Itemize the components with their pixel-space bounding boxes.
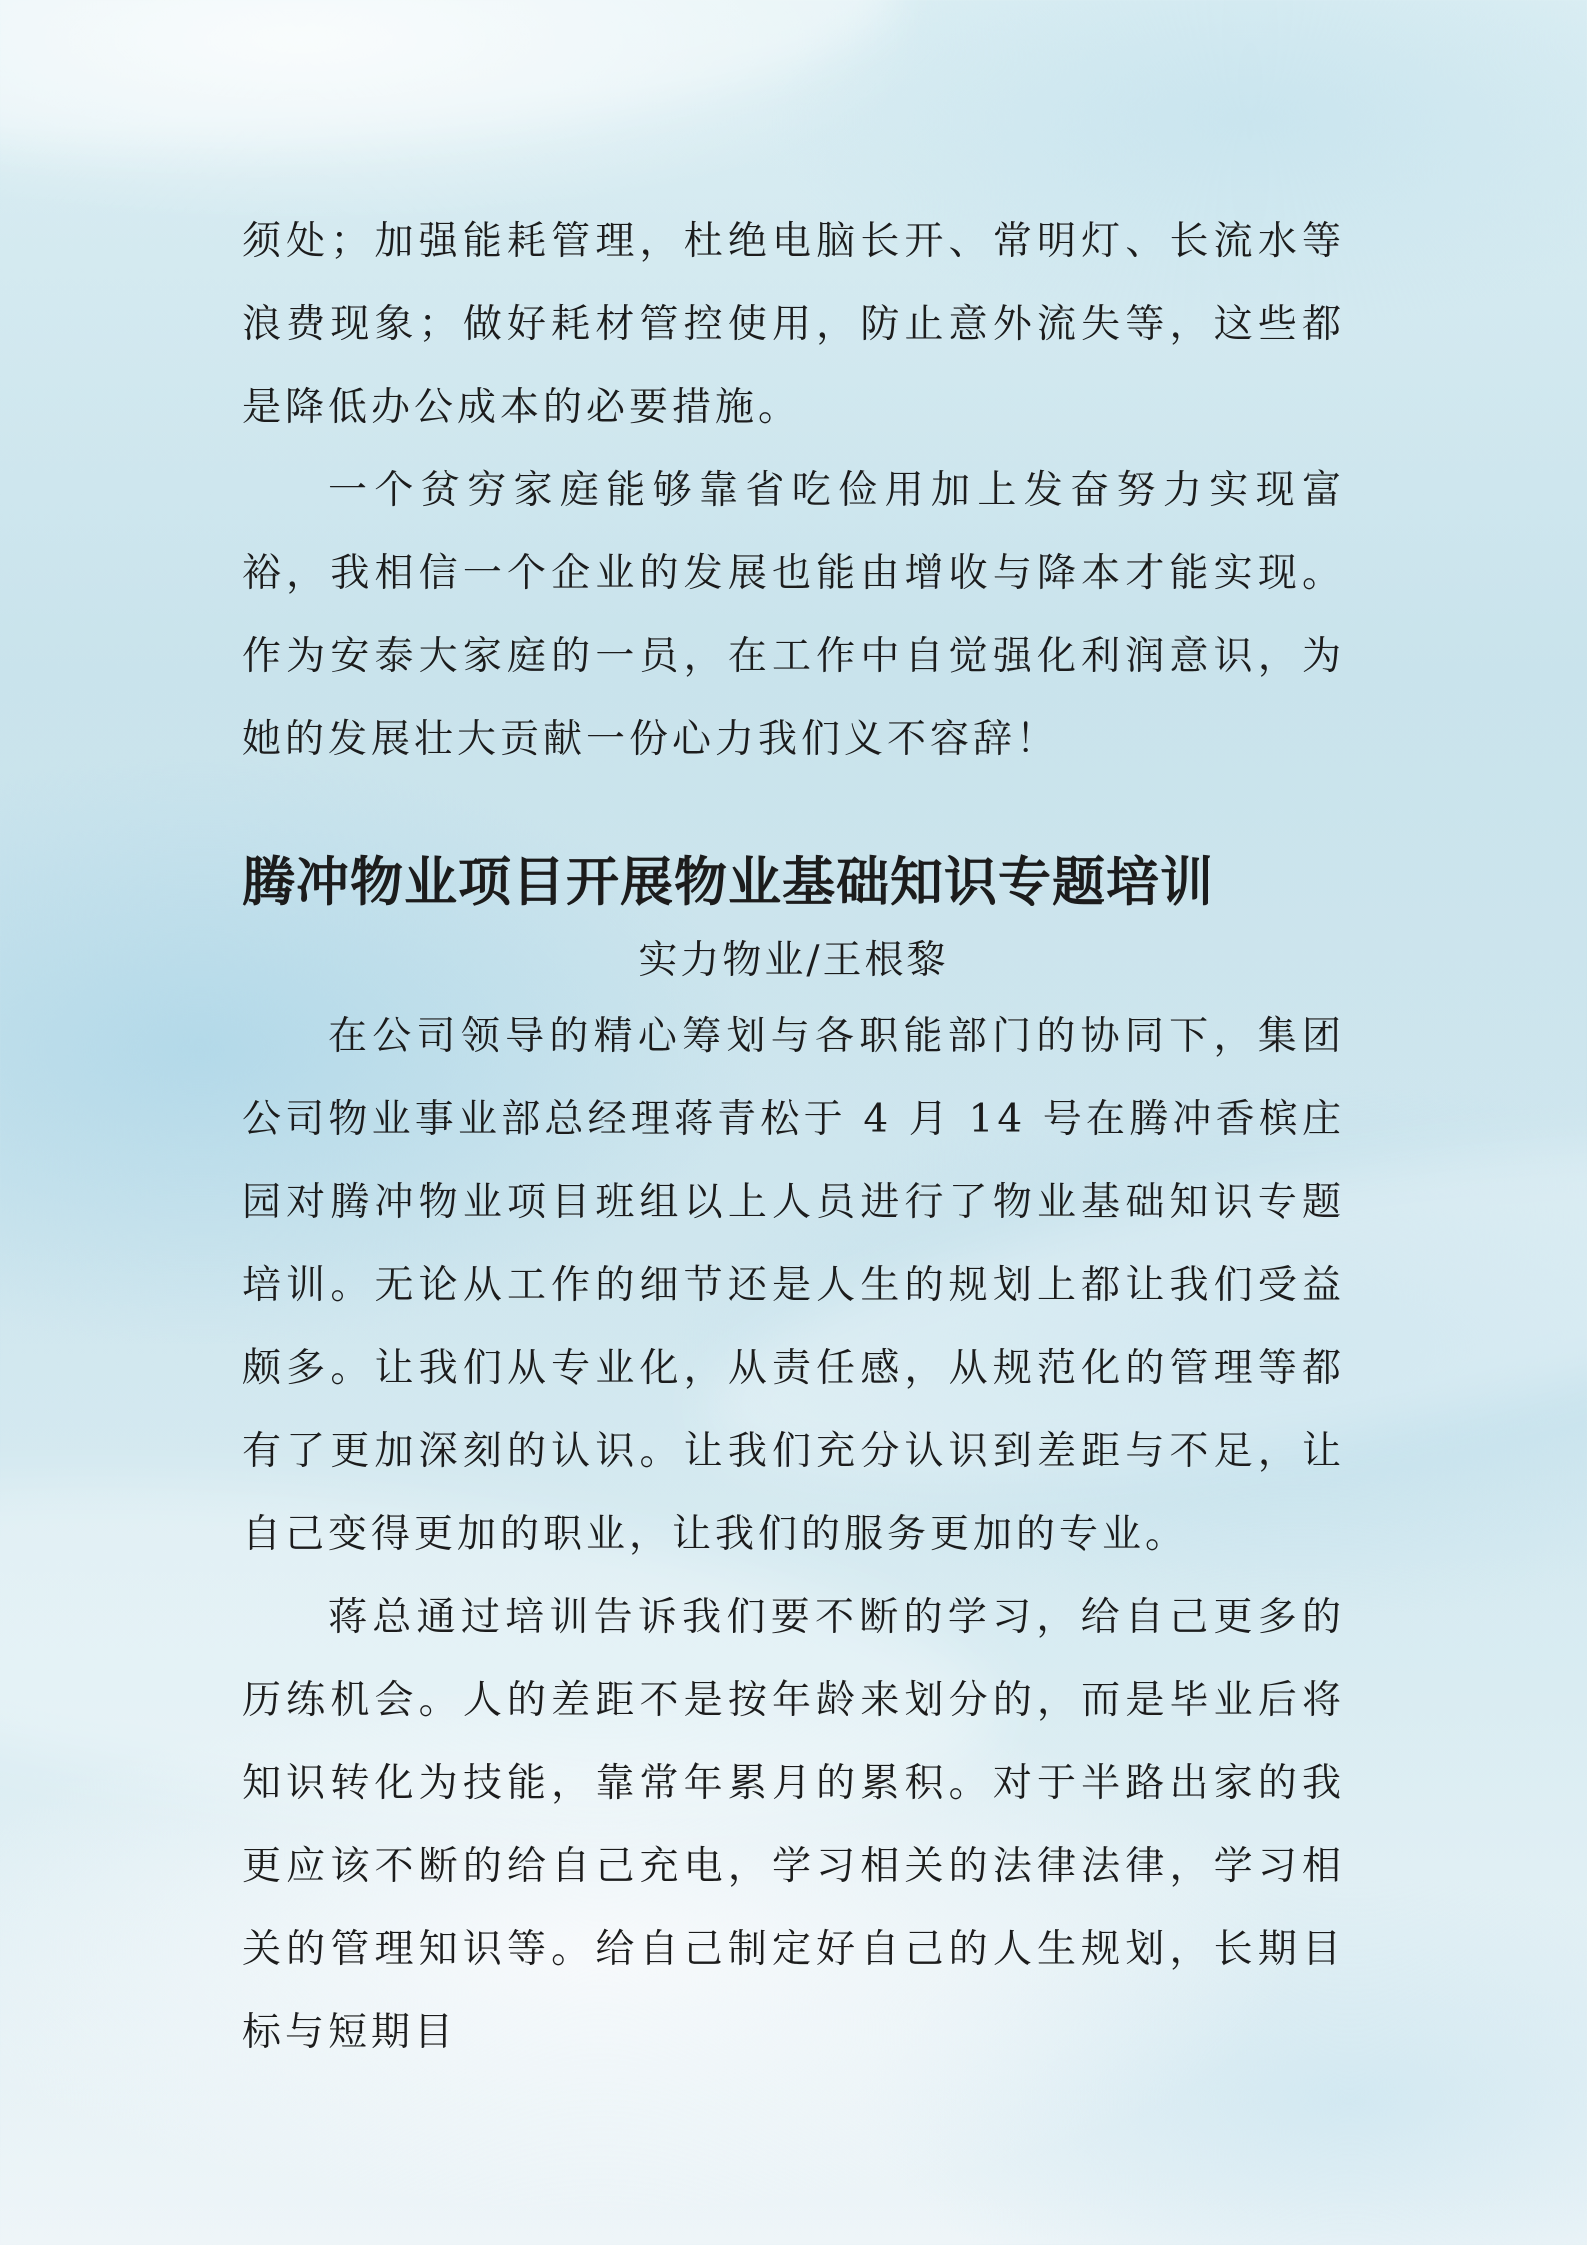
intro-paragraph: 须处；加强能耗管理，杜绝电脑长开、常明灯、长流水等浪费现象；做好耗材管控使用，防止意外流失等，这些都是降低办公成本的必要措施。 [242, 219, 1345, 430]
article-section [242, 837, 1345, 2074]
section-gap [242, 781, 1345, 837]
article-paragraph: 蒋总通过培训告诉我们要不断的学习，给自己更多的历练机会。人的差距不是按年龄来划分的，而是毕业后将知识转化为技能，靠常年累月的累积。对于半路出家的我更应该不断的给自己充电，学习相关的法律法律，学习相关的管理知识等。给自己制定好自己的人生规划，长期目标与短期目 [242, 1595, 1345, 2055]
article-paragraph: 在公司领导的精心筹划与各职能部门的协同下，集团公司物业事业部总经理蒋青松于 4 月 14 号在腾冲香槟庄园对腾冲物业项目班组以上人员进行了物业基础知识专题培训。无论从工作的细节还是人生的规划上都让我们受益颇多。让我们从专业化，从责任感，从规范化的管理等都有了更加深刻的认识。让我们充分认识到差距与不足，让自己变得更加的职业，让我们的服务更加的专业。 [242, 1014, 1345, 1557]
article-byline: 实力物业/王根黎 [638, 938, 949, 983]
intro-paragraph: 一个贫穷家庭能够靠省吃俭用加上发奋努力实现富裕，我相信一个企业的发展也能由增收与降本才能实现。作为安泰大家庭的一员，在工作中自觉强化利润意识，为她的发展壮大贡献一份心力我们义不容辞！ [242, 468, 1345, 762]
background-wave [0, 0, 906, 178]
article-title: 腾冲物业项目开展物业基础知识专题培训 [242, 851, 1214, 913]
page-content [242, 200, 1345, 2074]
